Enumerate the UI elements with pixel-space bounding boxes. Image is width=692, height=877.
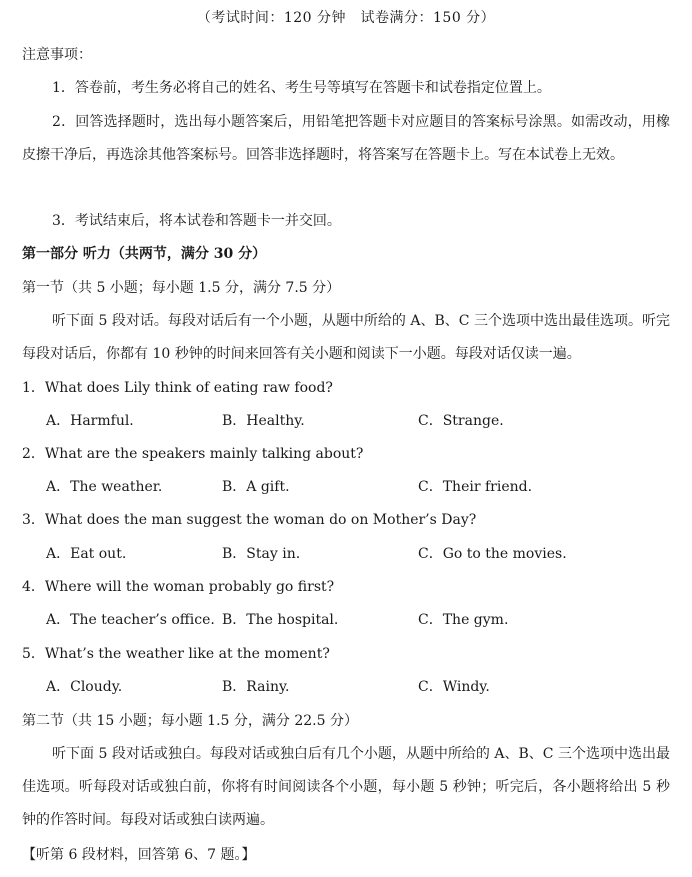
- question-5: 5．What’s the weather like at the moment?: [22, 646, 330, 662]
- q5-option-c: C．Windy.: [418, 679, 490, 695]
- q3-option-c: C．Go to the movies.: [418, 546, 567, 562]
- q4-option-c: C．The gym.: [418, 612, 509, 628]
- q2-option-c: C．Their friend.: [418, 479, 533, 495]
- q4-option-b: B．The hospital.: [222, 612, 339, 628]
- q2-option-b: B．A gift.: [222, 479, 290, 495]
- q1-option-b: B．Healthy.: [222, 413, 305, 429]
- section2-title: 第二节（共 15 小题；每小题 1.5 分，满分 22.5 分）: [22, 713, 358, 729]
- part1-title: 第一部分 听力（共两节，满分 30 分）: [22, 246, 267, 262]
- question-1: 1．What does Lily think of eating raw food?: [22, 380, 333, 396]
- q5-option-b: B．Rainy.: [222, 679, 290, 695]
- notice-item-3: 3．考试结束后，将本试卷和答题卡一并交回。: [52, 213, 341, 229]
- q1-option-c: C．Strange.: [418, 413, 504, 429]
- q1-option-a: A．Harmful.: [46, 413, 134, 429]
- q2-option-a: A．The weather.: [46, 479, 163, 495]
- section1-instructions: 听下面 5 段对话。每段对话后有一个小题，从题中所给的 A、B、C 三个选项中选出最佳选项。听完每段对话后，你都有 10 秒钟的时间来回答有关小题和阅读下一小题。每段对话仅读一遍。: [22, 313, 670, 362]
- section1-title: 第一节（共 5 小题；每小题 1.5 分，满分 7.5 分）: [22, 280, 341, 296]
- q4-option-a: A．The teacher’s office.: [46, 612, 215, 628]
- q3-option-a: A．Eat out.: [46, 546, 127, 562]
- q5-option-a: A．Cloudy.: [46, 679, 123, 695]
- q3-option-b: B．Stay in.: [222, 546, 301, 562]
- notice-item-1: 1．答卷前，考生务必将自己的姓名、考生号等填写在答题卡和试卷指定位置上。: [52, 80, 551, 96]
- section2-instructions: 听下面 5 段对话或独白。每段对话或独白后有几个小题，从题中所给的 A、B、C 三个选项中选出最佳选项。听每段对话或独白前，你将有时间阅读各个小题，每小题 5 秒钟；听完后，各小题将给出 5 秒钟的作答时间。每段对话或独白读两遍。: [22, 746, 670, 828]
- exam-info: （考试时间：120 分钟 试卷满分：150 分）: [196, 10, 496, 26]
- question-2: 2．What are the speakers mainly talking about?: [22, 446, 364, 462]
- question-4: 4．Where will the woman probably go first?: [22, 579, 335, 595]
- notice-item-2: 2．回答选择题时，选出每小题答案后，用铅笔把答题卡对应题目的答案标号涂黑。如需改动，用橡皮擦干净后，再选涂其他答案标号。回答非选择题时，将答案写在答题卡上。写在本试卷上无效。: [22, 114, 670, 163]
- question-3: 3．What does the man suggest the woman do on Mother’s Day?: [22, 512, 477, 528]
- material-note: 【听第 6 段材料，回答第 6、7 题。】: [22, 847, 256, 863]
- notice-title: 注意事项：: [22, 47, 92, 63]
